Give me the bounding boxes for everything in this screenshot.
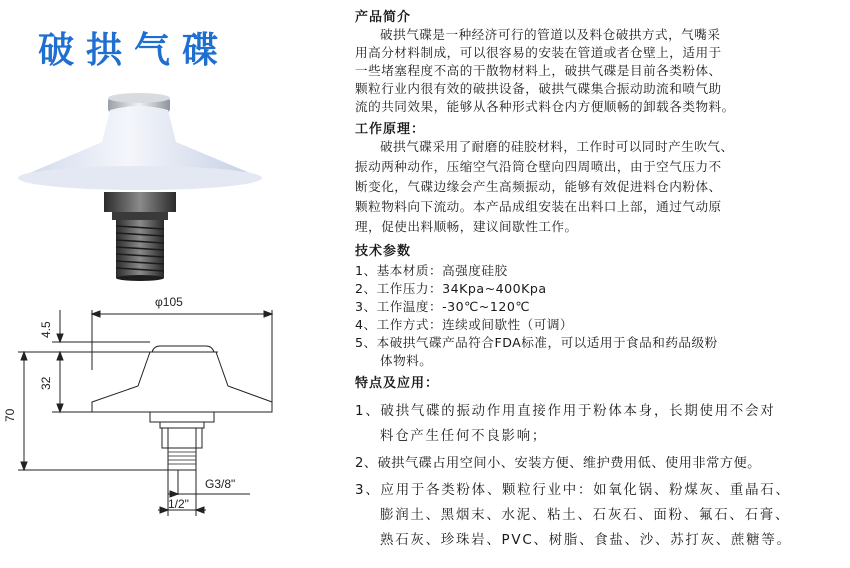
- feature-heading: 特点及应用：: [355, 376, 440, 391]
- tech-line: 5、本破拱气碟产品符合FDA标准，可以适用于食品和药品级粉: [355, 335, 718, 350]
- feature-line: 熟石灰、珍珠岩、PVC、树脂、食盐、沙、苏打灰、蔗糖等。: [380, 533, 792, 548]
- intro-line: 流的共同效果，能够从各种形式料仓内方便顺畅的卸载各类物料。: [355, 99, 735, 114]
- principle-line: 断变化，气碟边缘会产生高频振动，能够有效促进料仓内粉体、: [355, 179, 722, 194]
- intro-line: 破拱气碟是一种经济可行的管道以及料仓破拱方式，气嘴采: [380, 27, 721, 42]
- feature-line: 2、破拱气碟占用空间小、安装方便、维护费用低、使用非常方便。: [355, 456, 761, 471]
- dim-4-5-label: 4.5: [39, 321, 53, 338]
- page-title: 破拱气碟: [38, 30, 231, 71]
- intro-line: 用高分材料制成，可以很容易的安装在管道或者仓壁上，适用于: [355, 45, 722, 60]
- tech-heading: 技术参数: [355, 244, 412, 259]
- feature-line: 1、破拱气碟的振动作用直接作用于粉体本身，长期使用不会对: [355, 404, 776, 419]
- principle-line: 颗粒物料向下流动。本产品成组安装在出料口上部，通过气动原: [355, 199, 722, 214]
- technical-drawing: [0, 290, 300, 540]
- dim-32-label: 32: [39, 376, 53, 390]
- feature-line: 膨润土、黑烟末、水泥、粘土、石灰石、面粉、氟石、石膏、: [380, 508, 791, 523]
- intro-line: 颗粒行业内很有效的破拱设备，破拱气碟集合振动助流和喷气助: [355, 81, 722, 96]
- product-photo: [0, 80, 300, 290]
- principle-line: 理，促使出料顺畅，建议间歇性工作。: [355, 219, 578, 234]
- feature-line: 料仓产生任何不良影响；: [380, 429, 548, 444]
- thread-label: G3/8": [205, 477, 236, 491]
- principle-heading: 工作原理：: [355, 122, 426, 137]
- tech-line: 3、工作温度：-30℃~120℃: [355, 299, 531, 314]
- principle-line: 振动两种动作，压缩空气沿筒仓壁向四周喷出，由于空气压力不: [355, 159, 722, 174]
- dim-70-label: 70: [3, 408, 17, 422]
- intro-heading: 产品简介: [355, 10, 412, 25]
- principle-line: 破拱气碟采用了耐磨的硅胶材料，工作时可以同时产生吹气、: [380, 139, 734, 154]
- tech-line: 1、基本材质：高强度硅胶: [355, 263, 508, 278]
- feature-line: 3、应用于各类粉体、颗粒行业中：如氧化锅、粉煤灰、重晶石、: [355, 483, 791, 498]
- tech-line: 体物料。: [380, 353, 433, 368]
- half-inch-label: 1/2": [168, 497, 189, 511]
- tech-line: 4、工作方式：连续或间歇性（可调）: [355, 317, 574, 332]
- intro-line: 一些堵塞程度不高的干散物材料上，破拱气碟是目前各类粉体、: [355, 63, 722, 78]
- diameter-label: φ105: [155, 295, 183, 309]
- tech-line: 2、工作压力：34Kpa~400Kpa: [355, 281, 547, 296]
